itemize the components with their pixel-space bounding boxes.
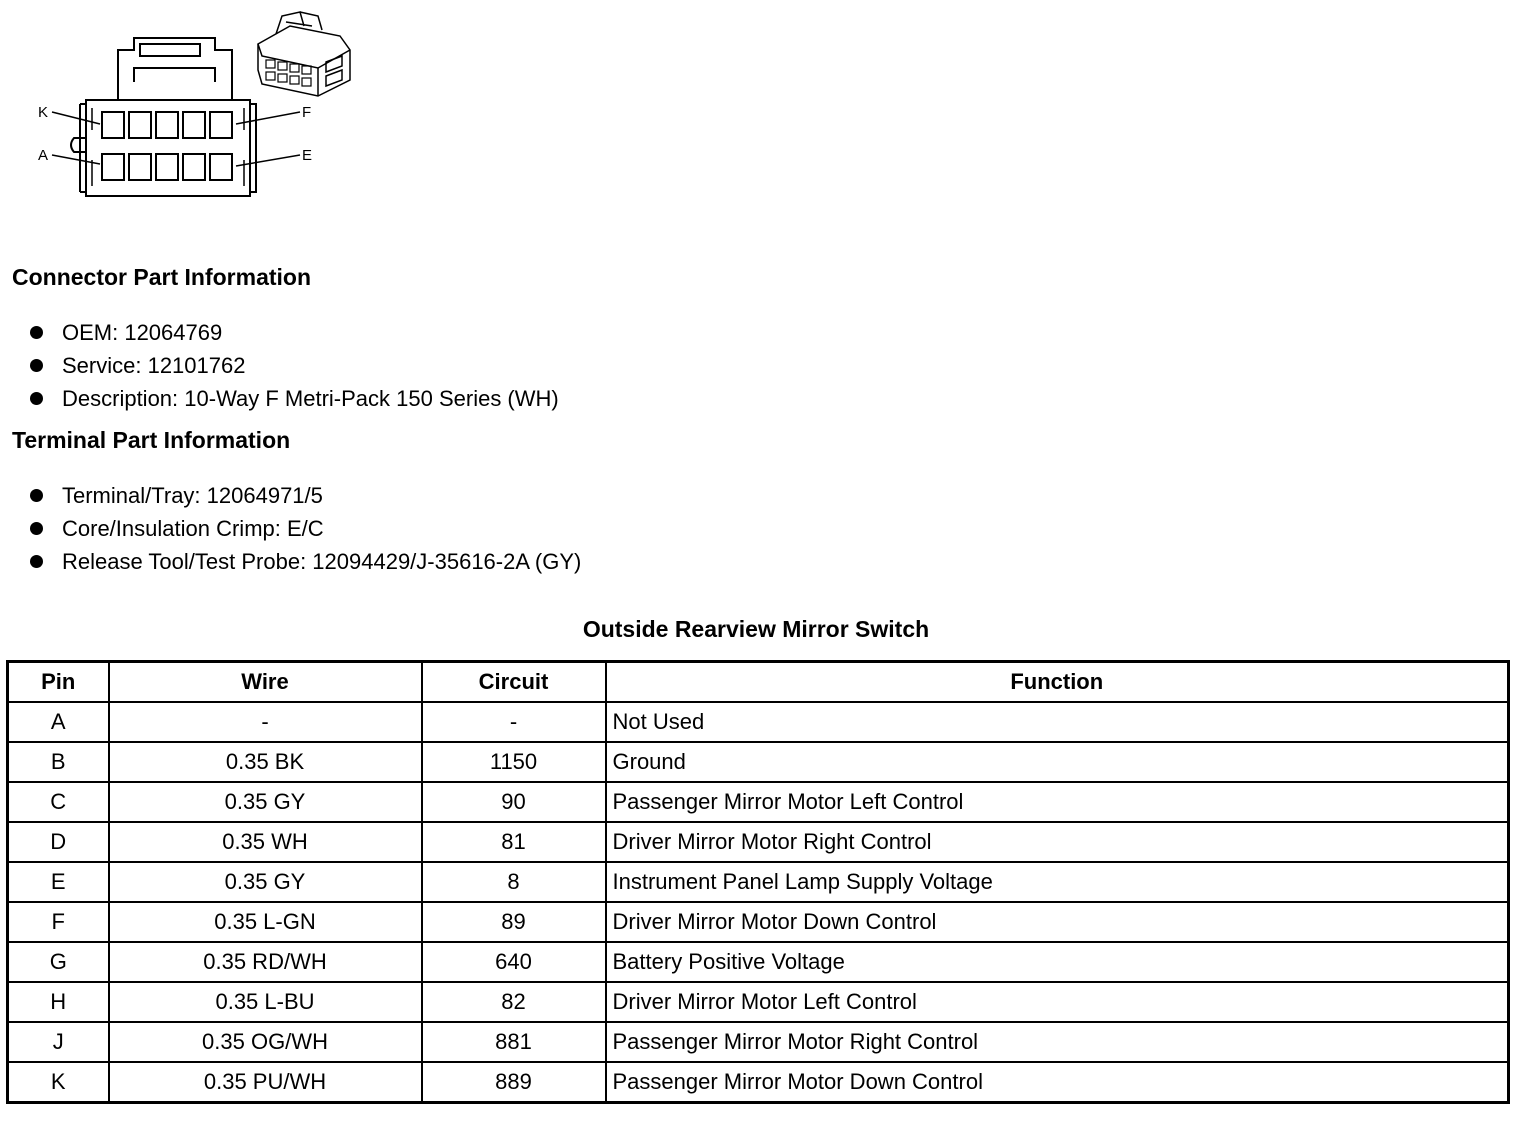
table-row bbox=[8, 862, 1509, 902]
cell-pin: F bbox=[8, 902, 109, 942]
cell-pin: D bbox=[8, 822, 109, 862]
cell-function: Passenger Mirror Motor Right Control bbox=[606, 1022, 1509, 1062]
cell-function: Passenger Mirror Motor Down Control bbox=[606, 1062, 1509, 1103]
cell-function: Ground bbox=[606, 742, 1509, 782]
connector-key bbox=[71, 138, 86, 152]
table-row bbox=[8, 1062, 1509, 1103]
cell-circuit: 640 bbox=[422, 942, 606, 982]
table-row bbox=[8, 822, 1509, 862]
cell-circuit: 81 bbox=[422, 822, 606, 862]
list-item bbox=[0, 382, 559, 415]
cell-function: Passenger Mirror Motor Left Control bbox=[606, 782, 1509, 822]
bullet-icon bbox=[30, 522, 43, 535]
table-row bbox=[8, 1022, 1509, 1062]
terminal-info-heading: Terminal Part Information bbox=[12, 427, 291, 453]
pin-label-k: K bbox=[38, 104, 49, 121]
cell-pin: J bbox=[8, 1022, 109, 1062]
table-row bbox=[8, 782, 1509, 822]
pin-label-f: F bbox=[302, 104, 312, 121]
table-row bbox=[8, 902, 1509, 942]
cell-circuit: 89 bbox=[422, 902, 606, 942]
cell-pin: E bbox=[8, 862, 109, 902]
cell-wire: 0.35 OG/WH bbox=[109, 1022, 422, 1062]
table-row bbox=[8, 702, 1509, 742]
cell-wire: - bbox=[109, 702, 422, 742]
cell-wire: 0.35 BK bbox=[109, 742, 422, 782]
cell-function: Driver Mirror Motor Down Control bbox=[606, 902, 1509, 942]
terminal-release-tool: Release Tool/Test Probe: 12094429/J-35616-2A (GY) bbox=[62, 549, 582, 574]
connector-info-list bbox=[0, 316, 559, 415]
connector-cavities bbox=[102, 112, 232, 180]
bullet-icon bbox=[30, 489, 43, 502]
header-pin: Pin bbox=[8, 662, 109, 703]
cell-wire: 0.35 WH bbox=[109, 822, 422, 862]
connector-face-diagram bbox=[0, 0, 380, 210]
pin-label-e: E bbox=[302, 147, 313, 164]
list-item bbox=[0, 349, 559, 382]
cell-pin: A bbox=[8, 702, 109, 742]
table-title: Outside Rearview Mirror Switch bbox=[582, 616, 930, 642]
list-item bbox=[0, 512, 581, 545]
cell-circuit: 8 bbox=[422, 862, 606, 902]
pinout-table bbox=[6, 660, 1510, 1104]
cell-wire: 0.35 PU/WH bbox=[109, 1062, 422, 1103]
table-row bbox=[8, 942, 1509, 982]
cell-pin: B bbox=[8, 742, 109, 782]
cell-wire: 0.35 RD/WH bbox=[109, 942, 422, 982]
header-wire: Wire bbox=[109, 662, 422, 703]
list-item bbox=[0, 479, 581, 512]
cell-pin: C bbox=[8, 782, 109, 822]
connector-isometric-view bbox=[258, 12, 350, 96]
list-item bbox=[0, 545, 581, 578]
table-header-row bbox=[8, 662, 1509, 703]
cell-pin: K bbox=[8, 1062, 109, 1103]
header-circuit: Circuit bbox=[422, 662, 606, 703]
cell-wire: 0.35 GY bbox=[109, 782, 422, 822]
connector-oem: OEM: 12064769 bbox=[62, 320, 223, 345]
cell-function: Instrument Panel Lamp Supply Voltage bbox=[606, 862, 1509, 902]
connector-latch-tab bbox=[140, 44, 200, 56]
connector-description: Description: 10-Way F Metri-Pack 150 Series (WH) bbox=[62, 386, 559, 411]
cell-circuit: 889 bbox=[422, 1062, 606, 1103]
cell-circuit: 881 bbox=[422, 1022, 606, 1062]
header-function: Function bbox=[606, 662, 1509, 703]
table-row bbox=[8, 742, 1509, 782]
bullet-icon bbox=[30, 555, 43, 568]
cell-function: Driver Mirror Motor Left Control bbox=[606, 982, 1509, 1022]
terminal-tray: Terminal/Tray: 12064971/5 bbox=[62, 483, 323, 508]
cell-wire: 0.35 GY bbox=[109, 862, 422, 902]
bullet-icon bbox=[30, 392, 43, 405]
cell-circuit: - bbox=[422, 702, 606, 742]
cell-function: Driver Mirror Motor Right Control bbox=[606, 822, 1509, 862]
cell-wire: 0.35 L-BU bbox=[109, 982, 422, 1022]
cell-function: Not Used bbox=[606, 702, 1509, 742]
table-row bbox=[8, 982, 1509, 1022]
cell-pin: G bbox=[8, 942, 109, 982]
cell-circuit: 1150 bbox=[422, 742, 606, 782]
list-item bbox=[0, 316, 559, 349]
cell-circuit: 82 bbox=[422, 982, 606, 1022]
bullet-icon bbox=[30, 326, 43, 339]
pin-label-a: A bbox=[38, 147, 49, 164]
connector-service: Service: 12101762 bbox=[62, 353, 246, 378]
terminal-info-list bbox=[0, 479, 581, 578]
cell-wire: 0.35 L-GN bbox=[109, 902, 422, 942]
connector-info-heading: Connector Part Information bbox=[12, 264, 312, 290]
cell-function: Battery Positive Voltage bbox=[606, 942, 1509, 982]
bullet-icon bbox=[30, 359, 43, 372]
connector-body bbox=[86, 100, 250, 196]
cell-pin: H bbox=[8, 982, 109, 1022]
cell-circuit: 90 bbox=[422, 782, 606, 822]
terminal-crimp: Core/Insulation Crimp: E/C bbox=[62, 516, 324, 541]
